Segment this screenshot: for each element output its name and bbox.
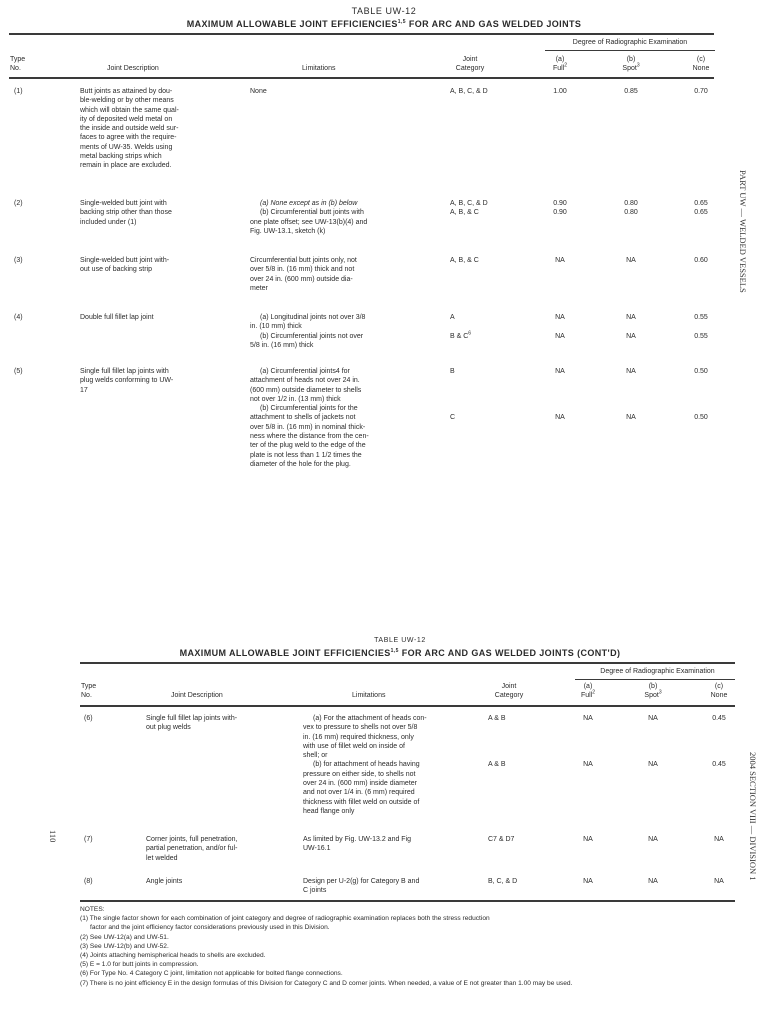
row-2-category xyxy=(450,199,488,218)
limit-line: attachment of heads not over 24 in. xyxy=(250,377,360,385)
desc-line: Single full fillet lap joints with xyxy=(80,368,169,375)
limit-line: head flange only xyxy=(303,807,355,815)
full-header-2 xyxy=(568,683,608,700)
row-8-category: B, C, & D xyxy=(488,878,518,885)
spot-header-line-2 xyxy=(633,689,673,701)
value-line: 0.50 xyxy=(694,414,708,422)
value-line: 0.45 xyxy=(712,715,726,722)
full-label: Full xyxy=(552,64,565,72)
row-1-full: 1.00 xyxy=(553,88,567,95)
spot-header-line-1: (b) xyxy=(626,56,636,63)
desc-line: backing strip other than those xyxy=(80,209,172,217)
limit-line: (a) Longitudinal joints not over 3/8 xyxy=(260,314,366,321)
value-line: NA xyxy=(626,368,636,375)
limit-line: plate is not less than 1 1/2 times the xyxy=(250,451,362,459)
note-item: (1) The single factor shown for each combination of joint category and degree of radiographic examination replaces both the stress reduction xyxy=(80,915,490,923)
row-5-full xyxy=(540,367,580,423)
type-header-line-1: Type xyxy=(81,683,97,690)
category-line xyxy=(450,332,471,341)
row-7-full: NA xyxy=(583,836,593,843)
limit-line: (b) for attachment of heads having xyxy=(313,761,420,769)
limit-line: 5/8 in. (16 mm) thick xyxy=(250,341,314,349)
value-line: 0.65 xyxy=(694,209,708,217)
none-header-2 xyxy=(699,683,739,700)
desc-header: Joint Description xyxy=(107,65,159,72)
table-1-header-rule xyxy=(9,77,714,79)
limit-line: in. (10 mm) thick xyxy=(250,323,302,331)
running-head-section: 2004 SECTION VIII — DIVISION 1 xyxy=(748,752,758,881)
row-3-full: NA xyxy=(555,257,565,264)
value-line: NA xyxy=(555,314,565,321)
note-item: (2) See UW-12(a) and UW-51. xyxy=(80,933,169,941)
desc-line: ity of deposited weld metal on xyxy=(80,115,173,123)
note-item: (7) There is no joint efficiency E in the design formulas of this Division for Category C and D corner joints. When needed, a value of E not greater than 1.00 may be used. xyxy=(80,979,573,987)
limit-line: shell; or xyxy=(303,752,328,760)
degree-rule xyxy=(545,50,715,51)
limit-line: Fig. UW-13.1, sketch (k) xyxy=(250,227,326,235)
row-5-limitations xyxy=(250,367,440,469)
row-8-spot: NA xyxy=(648,878,658,885)
limit-line: C joints xyxy=(303,887,327,895)
table-1-top-rule xyxy=(9,33,714,35)
limit-line: pressure on either side, to shells not xyxy=(303,770,416,778)
note-item: (5) E = 1.0 for butt joints in compression. xyxy=(80,961,199,969)
value-line: 0.45 xyxy=(712,761,726,769)
note-item: (4) Joints attaching hemispherical heads to shells are excluded. xyxy=(80,952,266,960)
limits-header: Limitations xyxy=(302,65,336,72)
table-1-number: TABLE UW-12 xyxy=(351,6,417,16)
desc-line: Single full fillet lap joints with- xyxy=(146,715,238,722)
limit-line: (a) For the attachment of heads con- xyxy=(313,715,427,722)
row-8-type: (8) xyxy=(84,878,93,885)
category-line: A & B xyxy=(488,761,506,769)
row-7-spot: NA xyxy=(648,836,658,843)
row-6-type: (6) xyxy=(84,715,93,722)
limit-line: thickness with fillet weld on outside of xyxy=(303,798,420,806)
row-2-spot xyxy=(611,199,651,218)
limit-line: As limited by Fig. UW-13.2 and Fig xyxy=(303,836,412,843)
limit-line: over 24 in. (600 mm) inside diameter xyxy=(303,780,417,788)
category-text: B & C xyxy=(450,332,469,340)
limit-line: over 5/8 in. (16 mm) thick and not xyxy=(250,266,355,274)
row-5-spot xyxy=(611,367,651,423)
table-1-title-tail: FOR ARC AND GAS WELDED JOINTS xyxy=(405,19,582,29)
desc-line: ments of UW-35. Welds using xyxy=(80,143,173,151)
value-line: NA xyxy=(583,761,593,769)
page-number: 110 xyxy=(48,830,58,843)
limits-header-2: Limitations xyxy=(352,692,386,699)
desc-line: let welded xyxy=(146,854,178,862)
value-line: 0.65 xyxy=(694,200,708,207)
limit-line: (600 mm) outside diameter to shells xyxy=(250,386,362,394)
limit-line: meter xyxy=(250,284,268,292)
desc-line: metal backing strips which xyxy=(80,153,162,161)
limit-line: (b) Circumferential joints for the xyxy=(260,405,358,413)
row-4-none xyxy=(681,313,721,341)
desc-line: out use of backing strip xyxy=(80,266,152,274)
spot-label: Spot xyxy=(622,64,637,72)
row-7-description xyxy=(146,835,301,863)
full-sup: 2 xyxy=(564,62,568,69)
table-2-title-sup: 1,5 xyxy=(390,648,399,654)
category-sup: 6 xyxy=(468,330,472,337)
desc-line: the inside and outside weld sur- xyxy=(80,125,179,133)
row-6-category xyxy=(488,714,506,770)
row-7-limitations xyxy=(303,835,478,854)
table-2-title-main: MAXIMUM ALLOWABLE JOINT EFFICIENCIES xyxy=(179,648,391,658)
spot-sup: 3 xyxy=(636,62,640,69)
value-line: 0.90 xyxy=(553,200,567,207)
row-3-description xyxy=(80,256,250,275)
row-3-category: A, B, & C xyxy=(450,257,479,264)
desc-line: plug welds conforming to UW- xyxy=(80,377,174,385)
limit-line: and not over 1/4 in. (6 mm) required xyxy=(303,789,415,797)
notes-section xyxy=(80,905,740,988)
table-1-title xyxy=(0,19,768,29)
desc-line: included under (1) xyxy=(80,218,137,226)
type-header-line-1: Type xyxy=(10,56,26,63)
table-2-title xyxy=(0,648,768,658)
value-line: 0.55 xyxy=(694,314,708,321)
row-4-category xyxy=(450,313,471,341)
none-header-line-2: None xyxy=(710,691,728,699)
desc-line: Corner joints, full penetration, xyxy=(146,836,238,843)
type-header-2 xyxy=(81,683,96,700)
row-6-none xyxy=(699,714,739,770)
full-header-line-1: (a) xyxy=(555,56,565,63)
table-2-header-rule xyxy=(80,705,735,707)
row-7-category: C7 & D7 xyxy=(488,836,515,843)
row-6-spot xyxy=(633,714,673,770)
row-3-spot: NA xyxy=(626,257,636,264)
desc-header-2: Joint Description xyxy=(171,692,223,699)
row-5-category xyxy=(450,367,455,423)
limit-line: (a) None except as in (b) below xyxy=(260,200,358,207)
row-2-description xyxy=(80,199,250,227)
table-1-title-sup: 1,5 xyxy=(397,19,406,25)
row-1-description xyxy=(80,87,250,171)
row-1-spot: 0.85 xyxy=(624,88,638,95)
row-3-limitations xyxy=(250,256,440,293)
full-header-line-2 xyxy=(540,62,580,74)
limit-line: over 5/8 in. (16 mm) in nominal thick- xyxy=(250,423,366,431)
note-item: (6) For Type No. 4 Category C joint, limitation not applicable for bolted flange connections. xyxy=(80,970,343,978)
limit-line: (a) Circumferential joints4 for xyxy=(260,368,350,375)
row-3-none: 0.60 xyxy=(694,257,708,264)
desc-line: 17 xyxy=(80,386,88,394)
limit-line: not over 1/2 in. (13 mm) thick xyxy=(250,395,341,403)
category-header-2 xyxy=(484,683,534,700)
table-2-number: TABLE UW-12 xyxy=(374,637,426,644)
row-5-description xyxy=(80,367,250,395)
value-line: NA xyxy=(555,368,565,375)
spot-header-line-2 xyxy=(611,62,651,74)
row-6-limitations xyxy=(303,714,478,816)
limit-line: Design per U-2(g) for Category B and xyxy=(303,878,420,885)
row-8-description: Angle joints xyxy=(146,878,183,885)
row-7-type: (7) xyxy=(84,836,93,843)
row-8-full: NA xyxy=(583,878,593,885)
note-item: factor and the joint efficiency factor considerations previously used in this Division. xyxy=(90,924,330,932)
full-header xyxy=(540,56,580,73)
value-line: NA xyxy=(626,314,636,321)
row-2-type: (2) xyxy=(14,200,23,207)
desc-line: Butt joints as attained by dou- xyxy=(80,88,173,95)
limit-line: Circumferential butt joints only, not xyxy=(250,257,357,264)
degree-rule-2 xyxy=(575,679,735,680)
spot-header-2 xyxy=(633,683,673,700)
none-header-line-2: None xyxy=(692,64,710,72)
none-header xyxy=(681,56,721,73)
none-header-line-1: (c) xyxy=(696,56,706,63)
row-6-description xyxy=(146,714,301,733)
full-label: Full xyxy=(580,691,593,699)
category-line: B xyxy=(450,368,455,375)
limit-line: diameter of the hole for the plug. xyxy=(250,460,351,468)
limit-line: one plate offset; see UW-13(b)(4) and xyxy=(250,218,368,226)
row-8-none: NA xyxy=(714,878,724,885)
row-5-none xyxy=(681,367,721,423)
value-line: 0.80 xyxy=(624,200,638,207)
category-header xyxy=(445,56,495,73)
value-line: NA xyxy=(555,414,565,422)
value-line: NA xyxy=(583,715,593,722)
category-header-line-2: Category xyxy=(494,691,524,699)
none-header-line-1: (c) xyxy=(714,683,724,690)
degree-header-2: Degree of Radiographic Examination xyxy=(600,668,715,675)
row-1-none: 0.70 xyxy=(694,88,708,95)
desc-line: ble-welding or by other means xyxy=(80,97,174,105)
value-line: 0.80 xyxy=(624,209,638,217)
type-header-line-2: No. xyxy=(10,64,21,72)
category-header-line-1: Joint xyxy=(501,683,517,690)
category-line: A, B, C, & D xyxy=(450,200,488,207)
limit-line: vex to pressure to shells not over 5/8 xyxy=(303,724,418,732)
table-1-title-main: MAXIMUM ALLOWABLE JOINT EFFICIENCIES xyxy=(186,19,398,29)
note-item: (3) See UW-12(b) and UW-52. xyxy=(80,942,169,950)
spot-header-line-1: (b) xyxy=(648,683,658,690)
value-line: NA xyxy=(626,414,636,422)
limit-line: (b) Circumferential butt joints with xyxy=(260,209,364,217)
running-head-part: PART UW — WELDED VESSELS xyxy=(738,170,748,293)
category-line: A & B xyxy=(488,715,506,722)
desc-line: Single-welded butt joint with- xyxy=(80,257,170,264)
value-line: 0.90 xyxy=(553,209,567,217)
limit-line: over 24 in. (600 mm) outside dia- xyxy=(250,275,353,283)
limit-line: ter of the plug weld to the edge of the xyxy=(250,442,366,450)
desc-line: remain in place are excluded. xyxy=(80,162,172,170)
desc-line: which will obtain the same qual- xyxy=(80,106,179,114)
notes-heading: NOTES: xyxy=(80,906,105,913)
value-line: NA xyxy=(648,761,658,769)
value-line: 0.50 xyxy=(694,368,708,375)
limit-line: with use of fillet weld on inside of xyxy=(303,742,405,750)
full-header-line-1: (a) xyxy=(583,683,593,690)
row-1-limitations: None xyxy=(250,88,267,95)
value-line: NA xyxy=(626,332,636,340)
desc-line: Single-welded butt joint with xyxy=(80,200,167,207)
table-2-title-tail: FOR ARC AND GAS WELDED JOINTS (CONT'D) xyxy=(398,648,621,658)
row-4-full xyxy=(540,313,580,341)
limit-line: (b) Circumferential joints not over xyxy=(260,332,364,340)
row-7-none: NA xyxy=(714,836,724,843)
category-header-line-1: Joint xyxy=(462,56,478,63)
value-line: NA xyxy=(648,715,658,722)
row-4-type: (4) xyxy=(14,314,23,321)
spot-sup: 3 xyxy=(658,689,662,696)
row-4-spot xyxy=(611,313,651,341)
row-5-type: (5) xyxy=(14,368,23,375)
row-4-description: Double full fillet lap joint xyxy=(80,314,154,321)
desc-line: partial penetration, and/or ful- xyxy=(146,845,238,853)
row-2-full xyxy=(540,199,580,218)
row-1-type: (1) xyxy=(14,88,23,95)
category-line: A, B, & C xyxy=(450,209,479,217)
desc-line: faces to agree with the require- xyxy=(80,134,177,142)
row-1-category: A, B, C, & D xyxy=(450,88,488,95)
category-line: A xyxy=(450,314,455,321)
category-header-line-2: Category xyxy=(455,64,485,72)
row-8-limitations xyxy=(303,877,478,896)
table-2-bottom-rule xyxy=(80,900,735,902)
type-header xyxy=(10,56,25,73)
row-6-full xyxy=(568,714,608,770)
spot-label: Spot xyxy=(644,691,659,699)
table-2-top-rule xyxy=(80,662,735,664)
full-header-line-2 xyxy=(568,689,608,701)
limit-line: attachment to shells of jackets not xyxy=(250,414,356,422)
limit-line: ness where the distance from the cen- xyxy=(250,433,369,441)
value-line: NA xyxy=(555,332,565,340)
limit-line: UW-16.1 xyxy=(303,845,331,853)
degree-header: Degree of Radiographic Examination xyxy=(572,39,688,46)
row-3-type: (3) xyxy=(14,257,23,264)
row-2-none xyxy=(681,199,721,218)
category-line: C xyxy=(450,414,456,422)
row-2-limitations xyxy=(250,199,440,236)
desc-line: out plug welds xyxy=(146,724,191,732)
row-4-limitations xyxy=(250,313,440,350)
type-header-line-2: No. xyxy=(81,691,92,699)
limit-line: in. (16 mm) required thickness, only xyxy=(303,733,414,741)
full-sup: 2 xyxy=(592,689,596,696)
spot-header xyxy=(611,56,651,73)
value-line: 0.55 xyxy=(694,332,708,340)
